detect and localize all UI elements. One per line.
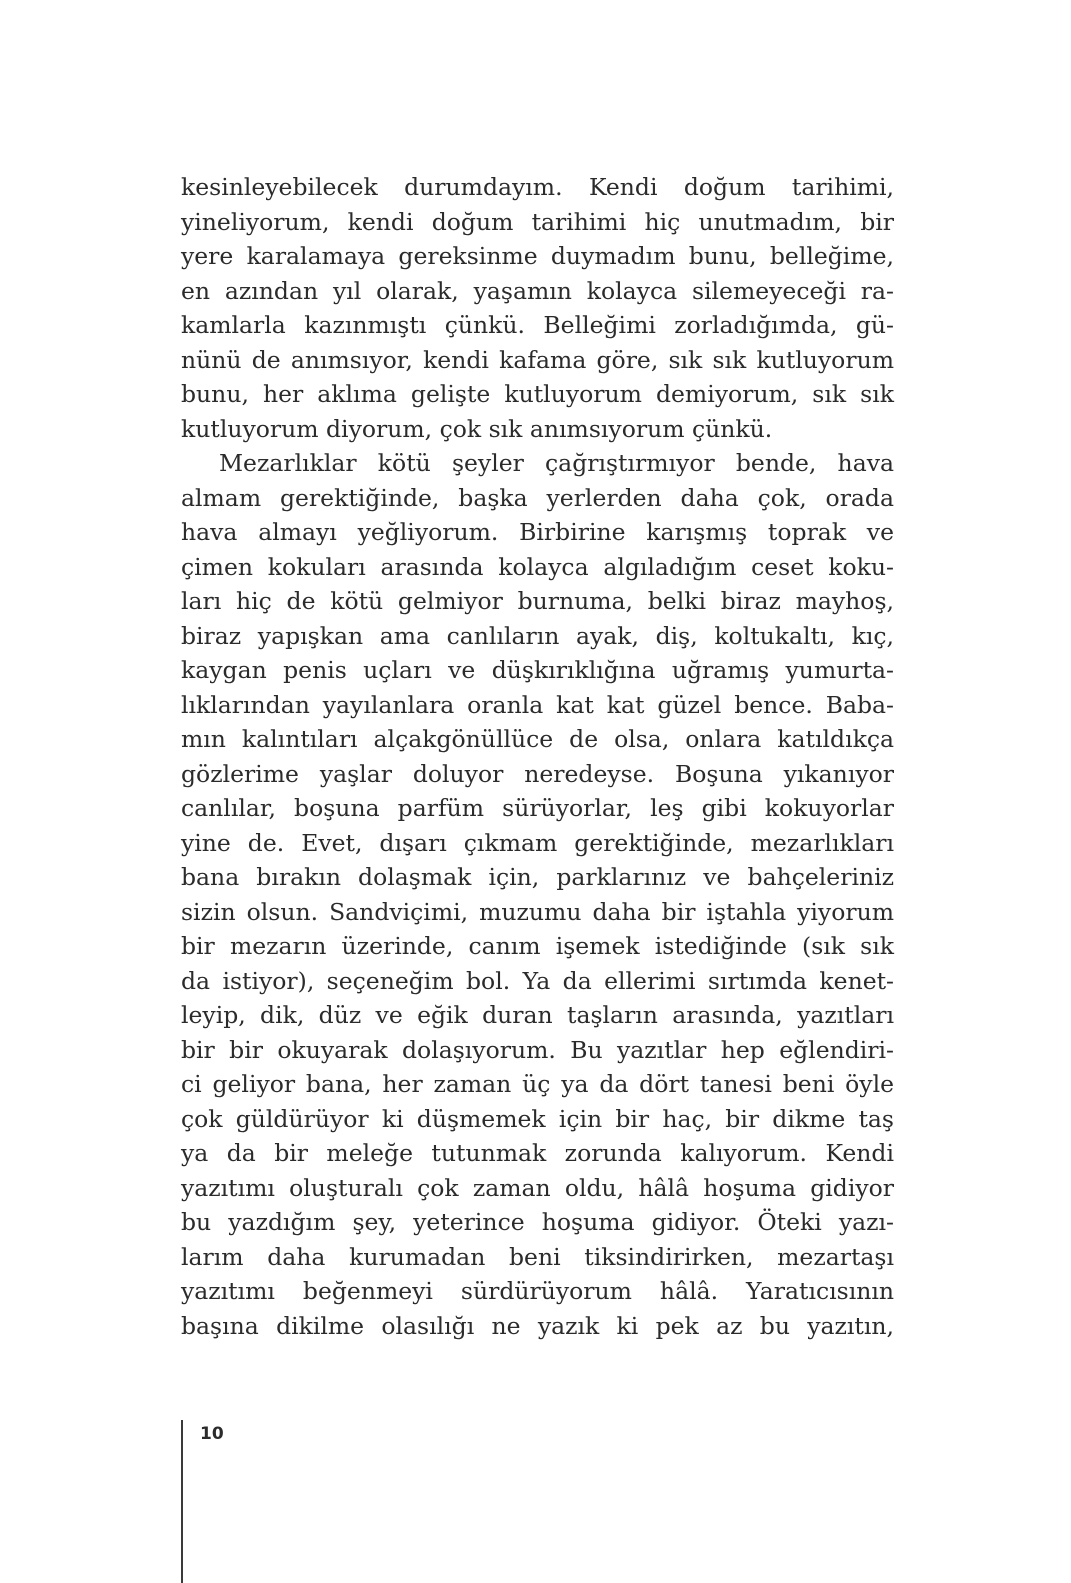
text-line: kaygan penis uçları ve düşkırıklığına uğramış yumurta-: [181, 656, 894, 684]
text-line: yazıtımı oluşturalı çok zaman oldu, hâlâ hoşuma gidiyor: [181, 1173, 894, 1202]
text-line: ları hiç de kötü gelmiyor burnuma, belki biraz mayhoş,: [181, 587, 894, 615]
text-line: bana bırakın dolaşmak için, parklarınız ve bahçeleriniz: [181, 863, 894, 891]
folio-rule: [181, 1420, 183, 1583]
text-line: mın kalıntıları alçakgönüllüce de olsa, onlara katıldıkça: [181, 725, 894, 753]
text-line: kesinleyebilecek durumdayım. Kendi doğum tarihimi,: [181, 173, 894, 201]
text-line: nünü de anımsıyor, kendi kafama göre, sık sık kutluyorum: [181, 345, 894, 374]
body-text: [181, 170, 894, 1343]
text-line: yere karalamaya gereksinme duymadım bunu, belleğime,: [181, 242, 894, 270]
text-line: gözlerime yaşlar doluyor neredeyse. Boşuna yıkanıyor: [181, 759, 894, 788]
text-line: kamlarla kazınmıştı çünkü. Belleğimi zorladığımda, gü-: [181, 311, 894, 339]
text-line: lıklarından yayılanlara oranla kat kat güzel bence. Baba-: [181, 690, 894, 719]
text-line: bu yazdığım şey, yeterince hoşuma gidiyor. Öteki yazı-: [181, 1208, 894, 1236]
text-line: en azından yıl olarak, yaşamın kolayca silemeyeceği ra-: [181, 276, 894, 305]
text-line: larım daha kurumadan beni tiksindirirken, mezartaşı: [181, 1242, 894, 1271]
text-line: hava almayı yeğliyorum. Birbirine karışmış toprak ve: [181, 518, 894, 546]
text-line: kutluyorum diyorum, çok sık anımsıyorum çünkü.: [181, 414, 773, 443]
text-line: bunu, her aklıma gelişte kutluyorum demiyorum, sık sık: [181, 380, 894, 408]
text-line: başına dikilme olasılığı ne yazık ki pek az bu yazıtın,: [181, 1311, 894, 1340]
text-line: çimen kokuları arasında kolayca algıladığım ceset koku-: [181, 552, 894, 581]
text-line: da istiyor), seçeneğim bol. Ya da ellerimi sırtımda kenet-: [181, 966, 894, 995]
text-line: bir bir okuyarak dolaşıyorum. Bu yazıtlar hep eğlendiri-: [181, 1035, 894, 1064]
text-line: yazıtımı beğenmeyi sürdürüyorum hâlâ. Yaratıcısının: [181, 1277, 894, 1305]
text-line: ya da bir meleğe tutunmak zorunda kalıyorum. Kendi: [181, 1139, 894, 1167]
text-line: leyip, dik, düz ve eğik duran taşların arasında, yazıtları: [181, 1001, 894, 1029]
text-line: bir mezarın üzerinde, canım işemek istediğinde (sık sık: [181, 932, 894, 960]
page-number: 10: [200, 1424, 224, 1444]
text-line: biraz yapışkan ama canlıların ayak, diş, koltukaltı, kıç,: [181, 621, 894, 650]
text-line: yine de. Evet, dışarı çıkmam gerektiğinde, mezarlıkları: [181, 828, 894, 857]
text-line: ci geliyor bana, her zaman üç ya da dört tanesi beni öyle: [181, 1070, 894, 1098]
text-line: yineliyorum, kendi doğum tarihimi hiç unutmadım, bir: [181, 207, 894, 236]
text-line: canlılar, boşuna parfüm sürüyorlar, leş gibi kokuyorlar: [181, 794, 894, 822]
text-line: çok güldürüyor ki düşmemek için bir haç, bir dikme taş: [181, 1104, 894, 1133]
text-line: sizin olsun. Sandviçimi, muzumu daha bir iştahla yiyorum: [181, 897, 894, 926]
text-line: Mezarlıklar kötü şeyler çağrıştırmıyor bende, hava: [219, 449, 894, 477]
text-line: almam gerektiğinde, başka yerlerden daha çok, orada: [181, 483, 894, 512]
